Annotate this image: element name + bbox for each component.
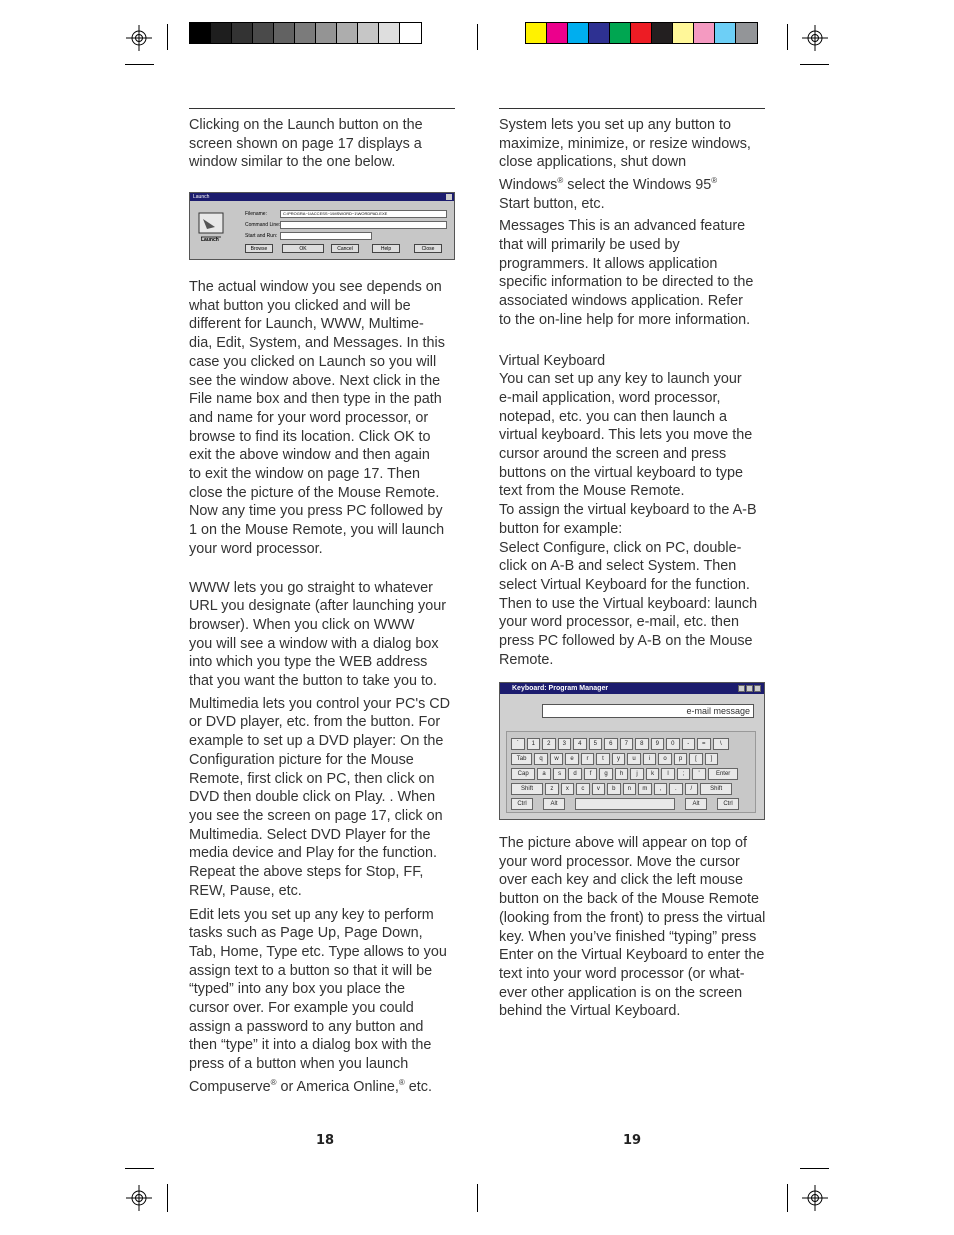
keyboard-key[interactable]: r <box>581 753 595 765</box>
gray-swatch <box>358 23 379 43</box>
keyboard-keys-panel <box>506 731 756 813</box>
keyboard-key[interactable]: Ctrl <box>717 798 739 810</box>
crop-mark <box>477 1184 478 1212</box>
keyboard-key[interactable]: k <box>646 768 660 780</box>
registration-mark-bottom-right <box>802 1185 828 1211</box>
gray-swatch <box>232 23 253 43</box>
keyboard-key[interactable]: i <box>643 753 657 765</box>
keyboard-key[interactable]: z <box>545 783 559 795</box>
keyboard-key[interactable]: q <box>534 753 548 765</box>
keyboard-key[interactable]: Enter <box>708 768 739 780</box>
keyboard-key[interactable]: Cap <box>511 768 535 780</box>
keyboard-key[interactable]: d <box>568 768 582 780</box>
left-column-body <box>189 278 459 1096</box>
keyboard-key[interactable]: e <box>565 753 579 765</box>
edit-paragraph: Edit lets you set up any key to perform tasks such as Page Up, Page Down, Tab, Home, Type etc. Type allows to you assign text to a button so that it will be “typed” into any box you place the cursor over. For example you could assign a password to any button and then “type” it into a dialog box with the press of a button when you launch Compuserve® or America Online,® etc. <box>189 906 447 1095</box>
crop-mark <box>167 1184 168 1212</box>
registration-mark-bottom-left <box>126 1185 152 1211</box>
keyboard-key[interactable]: = <box>697 738 711 750</box>
color-swatch <box>694 23 715 43</box>
keyboard-text-field[interactable]: e-mail message <box>542 704 754 718</box>
column-top-rule <box>189 108 455 109</box>
color-swatch <box>547 23 568 43</box>
keyboard-key[interactable]: v <box>592 783 606 795</box>
system-paragraph: System lets you set up any button to maximize, minimize, or resize windows, close applications, shut down Windows® select the Windows 95® Start button, etc. <box>499 117 751 212</box>
launch-icon <box>195 209 227 253</box>
launch-title-bar <box>190 193 454 201</box>
crop-mark <box>167 24 168 50</box>
close-button[interactable]: Close <box>414 244 442 253</box>
color-swatch <box>631 23 652 43</box>
keyboard-key[interactable] <box>575 798 675 810</box>
minimize-icon <box>738 685 745 692</box>
color-swatch <box>526 23 547 43</box>
keyboard-key[interactable]: Shift <box>511 783 543 795</box>
keyboard-key[interactable]: 0 <box>666 738 680 750</box>
launch-dialog-screenshot <box>189 192 455 260</box>
crop-mark <box>787 24 788 50</box>
keyboard-key[interactable]: p <box>674 753 688 765</box>
keyboard-key[interactable]: 4 <box>573 738 587 750</box>
keyboard-key[interactable]: s <box>553 768 567 780</box>
keyboard-key[interactable]: / <box>685 783 699 795</box>
keyboard-key[interactable]: - <box>682 738 696 750</box>
crop-mark <box>125 1168 154 1169</box>
keyboard-key[interactable]: f <box>584 768 598 780</box>
page-number-right: 19 <box>623 1133 642 1148</box>
cancel-button[interactable]: Cancel <box>331 244 359 253</box>
keyboard-key[interactable]: ; <box>677 768 691 780</box>
gray-swatch <box>337 23 358 43</box>
virtual-keyboard-screenshot <box>499 682 765 820</box>
keyboard-key[interactable]: \ <box>713 738 730 750</box>
keyboard-key[interactable]: g <box>599 768 613 780</box>
page-number-left: 18 <box>316 1133 335 1148</box>
maximize-icon <box>746 685 753 692</box>
keyboard-key[interactable]: b <box>607 783 621 795</box>
keyboard-key[interactable]: 5 <box>589 738 603 750</box>
registration-mark-top-left <box>126 25 152 51</box>
gray-swatch <box>400 23 421 43</box>
filename-field[interactable]: C:\PROGRA~1\ACCESS~1\MSWORD~1\WORDPAD.EXE <box>280 210 447 218</box>
keyboard-key[interactable]: Shift <box>700 783 732 795</box>
virtual-keyboard-paragraph: You can set up any key to launch your e-mail application, word processor, notepad, etc. you can then launch a virtual keyboard. This lets you move the cursor around the screen and press buttons on the virtual keyboard to type text from the Mouse Remote. To assign the virtual keyboard to the A-B button for example: Select Configure, click on PC, double- click on A-B and select System. Then select Virtual Keyboard for the function. Then to use the Virtual keyboard: launch your word processor, e-mail, etc. then press PC followed by A-B on the Mouse Remote. <box>499 371 758 668</box>
gray-swatch <box>190 23 211 43</box>
launch-title: Launch <box>193 194 210 200</box>
keyboard-key[interactable]: o <box>658 753 672 765</box>
keyboard-key[interactable]: m <box>638 783 652 795</box>
keyboard-key[interactable]: y <box>612 753 626 765</box>
crop-mark <box>477 24 478 50</box>
right-column <box>499 116 769 669</box>
left-column <box>189 116 459 172</box>
ok-button[interactable]: OK <box>282 244 324 253</box>
keyboard-key[interactable]: w <box>550 753 564 765</box>
keyboard-key[interactable]: 6 <box>604 738 618 750</box>
keyboard-key[interactable]: 7 <box>620 738 634 750</box>
crop-mark <box>800 1168 829 1169</box>
launch-explanation: The actual window you see depends on what button you clicked and will be different for Launch, WWW, Multime- dia, Edit, System, and Messages. In this case you clicked on Launch so you will see the window above. Next click in the File name box and then type in the path and name for your word processor, or browse to find its location. Click OK to exit the above window and then again to exit the window on page 17. Then close the picture of the Mouse Remote. Now any time you press PC followed by 1 on the Mouse Remote, you will launch your word processor. <box>189 279 445 557</box>
keyboard-key[interactable]: [ <box>689 753 703 765</box>
keyboard-title: Keyboard: Program Manager <box>512 685 609 692</box>
registration-mark-top-right <box>802 25 828 51</box>
keyboard-key[interactable]: Ctrl <box>511 798 533 810</box>
keyboard-key[interactable]: j <box>630 768 644 780</box>
color-swatch <box>715 23 736 43</box>
virtual-keyboard-heading: Virtual Keyboard <box>499 352 606 369</box>
close-icon <box>446 194 452 200</box>
keyboard-key[interactable]: , <box>654 783 668 795</box>
color-swatch <box>589 23 610 43</box>
color-swatch <box>568 23 589 43</box>
keyboard-key[interactable]: 8 <box>635 738 649 750</box>
crop-mark <box>125 64 154 65</box>
filename-label: Filename: <box>245 211 267 217</box>
launch-icon-label: Launch <box>201 237 219 243</box>
column-top-rule <box>499 108 765 109</box>
gray-swatch <box>274 23 295 43</box>
gray-swatch <box>316 23 337 43</box>
keyboard-key[interactable]: 2 <box>542 738 556 750</box>
color-swatch <box>652 23 673 43</box>
multimedia-paragraph: Multimedia lets you control your PC's CD or DVD player, etc. from the button. For example to set up a DVD player: On the Configuration picture for the Mouse Remote, first click on PC, then click on DVD then double click on Play. . When you see the screen on page 17, click on Multimedia. Select DVD Player for the media device and Play for the function. Repeat the above steps for Stop, FF, REW, Pause, etc. <box>189 695 451 899</box>
crop-mark <box>800 64 829 65</box>
color-swatch <box>673 23 694 43</box>
help-button[interactable]: Help <box>372 244 400 253</box>
keyboard-key[interactable]: x <box>561 783 575 795</box>
keyboard-key[interactable]: Tab <box>511 753 532 765</box>
crop-mark <box>787 1184 788 1212</box>
process-color-bar <box>525 22 758 44</box>
start-and-run-field[interactable] <box>280 232 372 240</box>
gray-swatch <box>253 23 274 43</box>
keyboard-key[interactable]: 1 <box>527 738 541 750</box>
grayscale-color-bar <box>189 22 422 44</box>
intro-paragraph: Clicking on the Launch button on the screen shown on page 17 displays a window similar to the one below. <box>189 117 423 171</box>
messages-paragraph: Messages This is an advanced feature that will primarily be used by programmers. It allows application specific information to be directed to the associated windows application. Refer to the on-line help for more information. <box>499 218 754 328</box>
browse-button[interactable]: Browse <box>245 244 273 253</box>
keyboard-key[interactable]: Alt <box>543 798 565 810</box>
gray-swatch <box>379 23 400 43</box>
keyboard-key[interactable]: Alt <box>685 798 707 810</box>
keyboard-title-bar <box>500 683 764 694</box>
keyboard-key[interactable]: ' <box>692 768 706 780</box>
keyboard-key[interactable]: 9 <box>651 738 665 750</box>
keyboard-key[interactable]: 3 <box>558 738 572 750</box>
keyboard-key[interactable]: n <box>623 783 637 795</box>
www-paragraph: WWW lets you go straight to whatever URL you designate (after launching your browser). When you click on WWW you will see a window with a dialog box into which you type the WEB address that you want the button to take you to. <box>189 579 447 690</box>
keyboard-key[interactable]: ` <box>511 738 525 750</box>
keyboard-key[interactable]: h <box>615 768 629 780</box>
keyboard-key[interactable]: c <box>576 783 590 795</box>
color-swatch <box>610 23 631 43</box>
right-column-bottom <box>499 834 769 1021</box>
keyboard-key[interactable]: u <box>627 753 641 765</box>
command-line-label: Command Line: <box>245 222 281 228</box>
keyboard-key[interactable]: a <box>537 768 551 780</box>
keyboard-key[interactable]: l <box>661 768 675 780</box>
keyboard-key[interactable]: t <box>596 753 610 765</box>
color-swatch <box>736 23 757 43</box>
gray-swatch <box>211 23 232 43</box>
close-icon <box>754 685 761 692</box>
after-keyboard-paragraph: The picture above will appear on top of your word processor. Move the cursor over each key and click the left mouse button on the back of the Mouse Remote (looking from the front) to press the virtual key. When you’ve finished “typing” press Enter on the Virtual Keyboard to enter the text into your word processor (or what- ever other application is on the screen behind the Virtual Keyboard. <box>499 835 766 1020</box>
command-line-field[interactable] <box>280 221 447 229</box>
start-and-run-label: Start and Run: <box>245 233 278 239</box>
keyboard-key[interactable]: ] <box>705 753 719 765</box>
gray-swatch <box>295 23 316 43</box>
keyboard-key[interactable]: . <box>669 783 683 795</box>
